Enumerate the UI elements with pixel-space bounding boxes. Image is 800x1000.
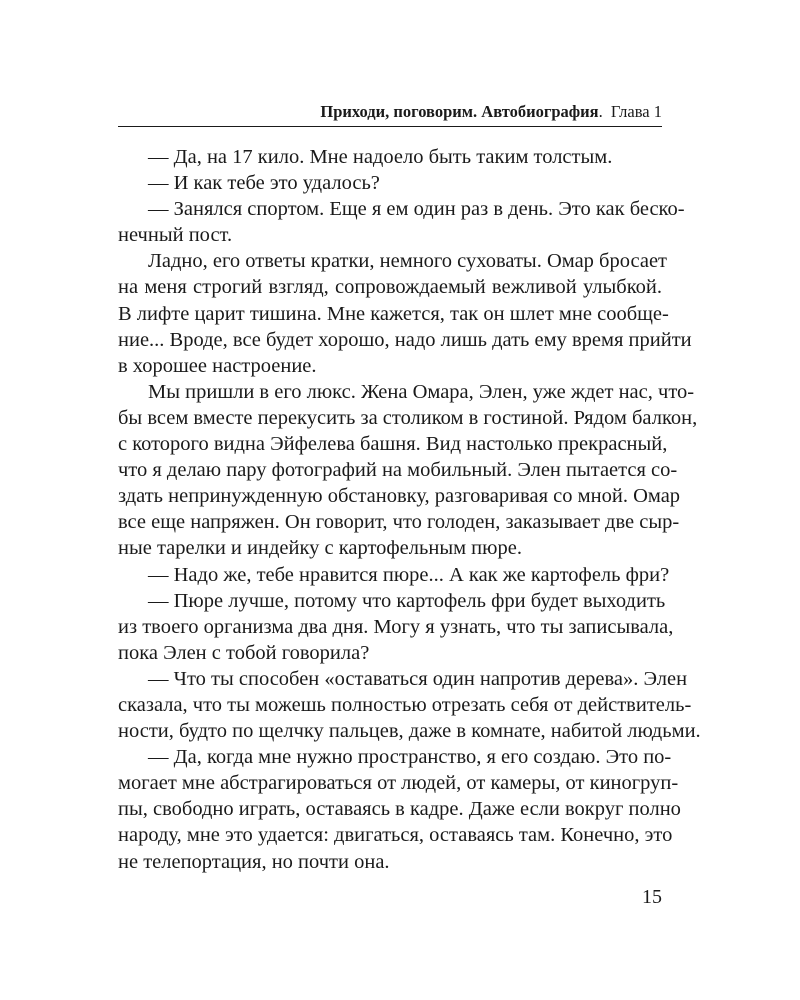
text-line: пы, свободно играть, оставаясь в кадре. Даже если вокруг полно [118, 798, 681, 821]
title-separator: . [598, 102, 603, 121]
text-line: нечный пост. [118, 224, 233, 247]
text-line: здать непринужденную обстановку, разговаривая со мной. Омар [118, 485, 681, 508]
text-line: могает мне абстрагироваться от людей, от камеры, от киногруп- [118, 772, 679, 795]
text-line: все еще напряжен. Он говорит, что голоден, заказывает две сыр- [118, 511, 680, 534]
text-line: ности, будто по щелчку пальцев, даже в комнате, набитой людьми. [118, 720, 701, 743]
text-line: пока Элен с тобой говорила? [118, 641, 370, 664]
text-line: — И как тебе это удалось? [148, 172, 380, 195]
header-rule [118, 126, 662, 127]
text-line: — Что ты способен «оставаться один напротив дерева». Элен [148, 667, 688, 690]
text-line: — Надо же, тебе нравится пюре... А как же картофель фри? [148, 563, 670, 586]
page-number: 15 [642, 886, 662, 908]
text-line: в хорошее настроение. [118, 354, 317, 377]
text-line: Ладно, его ответы кратки, немного суховаты. Омар бросает [148, 250, 667, 273]
text-line: — Да, когда мне нужно пространство, я его создаю. Это по- [148, 746, 672, 769]
text-line: — Да, на 17 кило. Мне надоело быть таким толстым. [148, 146, 613, 168]
text-line: не телепортация, но почти она. [118, 850, 390, 873]
running-header [118, 101, 662, 123]
text-line: сказала, что ты можешь полностью отрезать себя от действитель- [118, 693, 692, 716]
text-line: В лифте царит тишина. Мне кажется, так он шлет мне сообще- [118, 302, 669, 325]
text-line: с которого видна Эйфелева башня. Вид настолько прекрасный, [118, 433, 668, 456]
book-title: Приходи, поговорим. Автобиография [320, 102, 599, 121]
text-line: — Занялся спортом. Еще я ем один раз в день. Это как беско- [148, 198, 685, 221]
text-line: народу, мне это удается: двигаться, оставаясь там. Конечно, это [118, 824, 673, 847]
body-text [118, 144, 701, 875]
text-line: Мы пришли в его люкс. Жена Омара, Элен, уже ждет нас, что- [148, 380, 695, 403]
text-line: из твоего организма два дня. Могу я узнать, что ты записывала, [118, 615, 674, 638]
chapter-label: Глава 1 [610, 102, 662, 121]
text-line: что я делаю пару фотографий на мобильный. Элен пытается со- [118, 459, 678, 482]
text-line: бы всем вместе перекусить за столиком в гостиной. Рядом балкон, [118, 406, 698, 429]
text-line: на меня строгий взгляд, сопровождаемый вежливой улыбкой. [118, 276, 662, 299]
text-line: ные тарелки и индейку с картофельным пюре. [118, 537, 522, 560]
text-line: ние... Вроде, все будет хорошо, надо лишь дать ему время прийти [118, 328, 692, 351]
text-line: — Пюре лучше, потому что картофель фри будет выходить [148, 589, 666, 612]
